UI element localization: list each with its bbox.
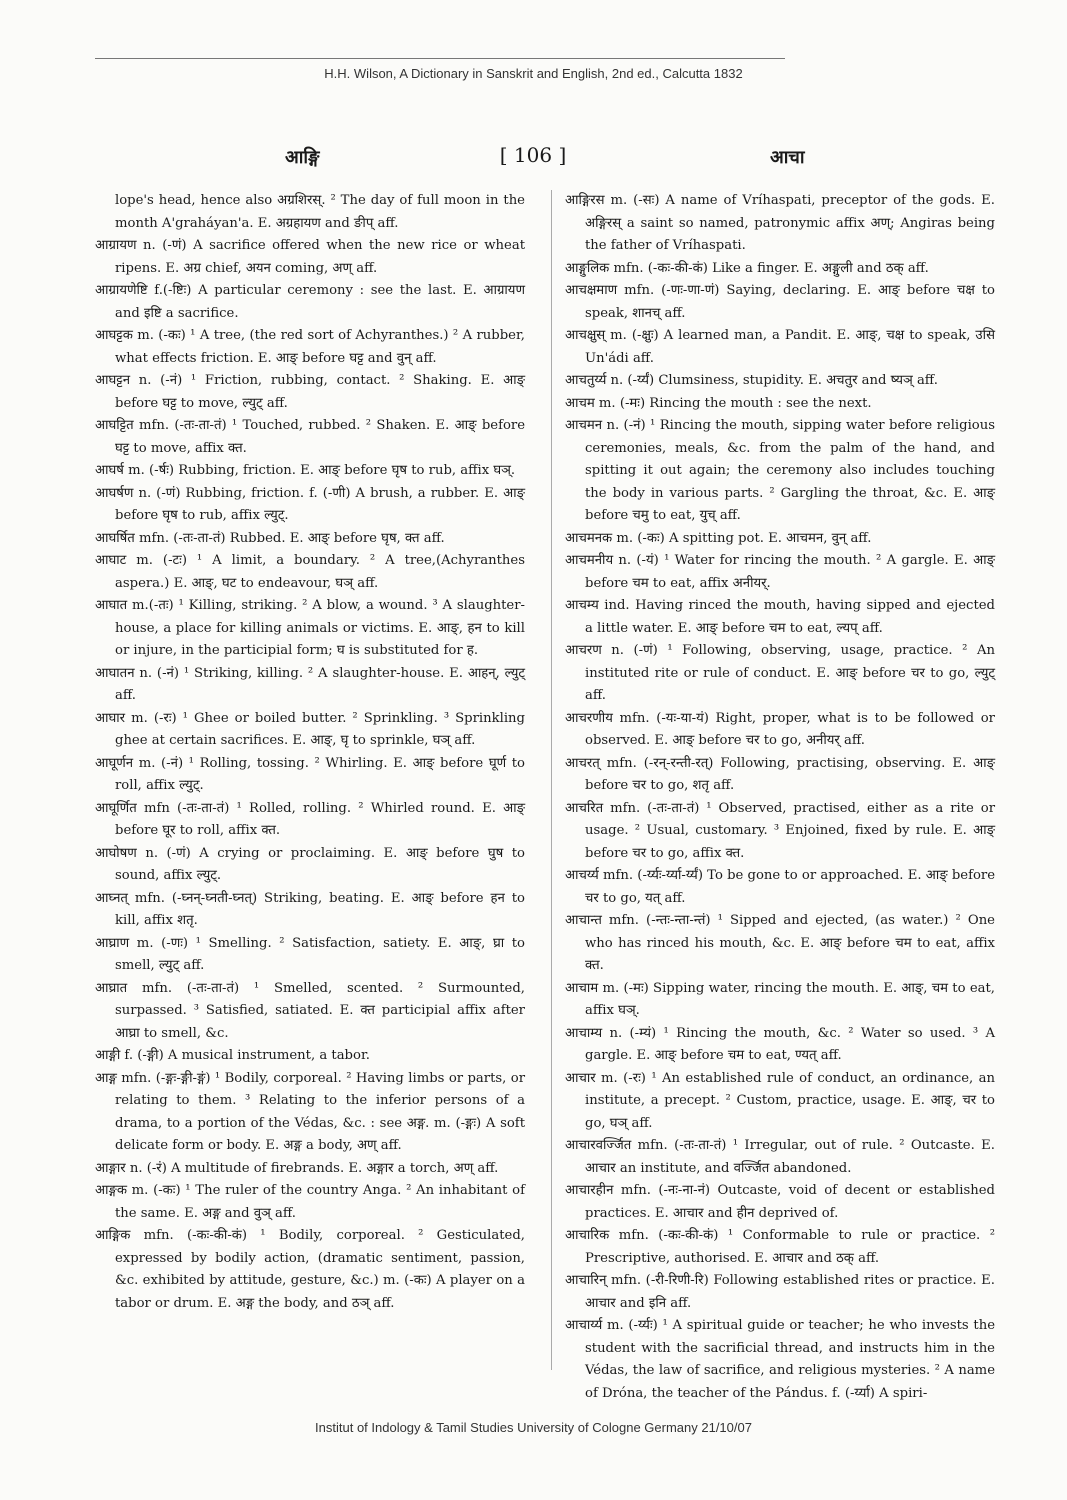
dictionary-entry: आचाम्य n. (-म्यं) ¹ Rincing the mouth, &c. ² Water so used. ³ A gargle. E. आङ् before चम to eat, ण्यत् aff. xyxy=(565,1025,995,1063)
right-column xyxy=(565,190,995,1405)
dictionary-entry: आङ्गिक mfn. (-कः-की-कं) ¹ Bodily, corporeal. ² Gesticulated, expressed by bodily action, (dramatic sentiment, passion, &c. exhibited by attitude, gesture, &c.) m. (-कः) A player on a tabor or drum. E. अङ्ग the body, and ठञ् aff. xyxy=(95,1228,525,1311)
left-column xyxy=(95,190,525,1315)
dictionary-entry: आचर्य्य mfn. (-र्य्यः-र्य्या-र्य्यं) To be gone to or approached. E. आङ् before चर to go, यत् aff. xyxy=(565,868,995,906)
dictionary-entry: आघ्राण m. (-णः) ¹ Smelling. ² Satisfaction, satiety. E. आङ्, घ्रा to smell, ल्युट् aff. xyxy=(95,935,525,973)
dictionary-entry: आघ्नत् mfn. (-घ्नन्-घ्नती-घ्नत्) Striking, beating. E. आङ् before हन to kill, affix शतृ. xyxy=(95,890,525,928)
top-rule xyxy=(95,58,785,59)
dictionary-entry: आघार m. (-रः) ¹ Ghee or boiled butter. ² Sprinkling. ³ Sprinkling ghee at certain sacrifices. E. आङ्, घृ to sprinkle, घञ् aff. xyxy=(95,710,525,748)
dictionary-entry: आघर्षण n. (-णं) Rubbing, friction. f. (-णी) A brush, a rubber. E. आङ् before घृष to rub, affix ल्युट्. xyxy=(95,485,525,523)
dictionary-entry: आचारिक mfn. (-कः-की-कं) ¹ Conformable to rule or practice. ² Prescriptive, authorised. E. आचार and ठक् aff. xyxy=(565,1228,995,1266)
dictionary-entry: आङ्गार n. (-रं) A multitude of firebrands. E. अङ्गार a torch, अण् aff. xyxy=(95,1160,499,1176)
dictionary-entry: आङ्ग mfn. (-ङ्गः-ङ्गी-ङ्गं) ¹ Bodily, corporeal. ² Having limbs or parts, or relating to them. ³ Relating to the inferior persons of a drama, to a portion of the Védas, &c. : see अङ्ग. m. (-ङ्गः) A soft delicate form or body. E. अङ्ग a body, अण् aff. xyxy=(95,1070,525,1153)
dictionary-entry: आघर्षित mfn. (-तः-ता-तं) Rubbed. E. आङ् before घृष, क्त aff. xyxy=(95,530,445,546)
dictionary-entry: आघट्टन n. (-नं) ¹ Friction, rubbing, contact. ² Shaking. E. आङ् before घट्ट to move, ल्युट् aff. xyxy=(95,373,525,411)
footer-credit: Institut of Indology & Tamil Studies University of Cologne Germany 21/10/07 xyxy=(315,1420,752,1435)
dictionary-entry: आचमन n. (-नं) ¹ Rincing the mouth, sipping water before religious ceremonies, meals, &c. from the palm of the hand, and spitting it out again; the ceremony also includes touching the body in various parts. ² Gargling the throat, &c. E. आङ् before चमु to eat, युच् aff. xyxy=(565,418,995,523)
dictionary-entry: आचमनक m. (-कः) A spitting pot. E. आचमन, वुन् aff. xyxy=(565,530,872,546)
dictionary-entry: आघात m.(-तः) ¹ Killing, striking. ² A blow, a wound. ³ A slaughter-house, a place for killing animals or victims. E. आङ्, हन to kill or injure, in the participial form; घ is substituted for ह. xyxy=(95,598,525,658)
running-head xyxy=(0,145,1067,175)
dictionary-entry: आचक्षमाण mfn. (-णः-णा-णं) Saying, declaring. E. आङ् before चक्ष to speak, शानच् aff. xyxy=(565,283,995,321)
dictionary-entry: आघातन n. (-नं) ¹ Striking, killing. ² A slaughter-house. E. आहन्, ल्युट् aff. xyxy=(95,665,525,703)
dictionary-entry: आङ्गक m. (-कः) ¹ The ruler of the country Anga. ² An inhabitant of the same. E. अङ्ग and वुञ् aff. xyxy=(95,1183,525,1221)
dictionary-entry: आचमनीय n. (-यं) ¹ Water for rincing the mouth. ² A gargle. E. आङ् before चम to eat, affix अनीयर्. xyxy=(565,553,995,591)
dictionary-entry: आघूर्णन m. (-नं) ¹ Rolling, tossing. ² Whirling. E. आङ् before घूर्ण to roll, affix ल्युट्. xyxy=(95,755,525,793)
dictionary-entry: आचारवर्ज्जित mfn. (-तः-ता-तं) ¹ Irregular, out of rule. ² Outcaste. E. आचार an institute, and वर्ज्जित abandoned. xyxy=(565,1138,995,1176)
page-number: [ 106 ] xyxy=(499,143,567,167)
dictionary-entry: आचतुर्य्य n. (-र्य्यं) Clumsiness, stupidity. E. अचतुर and ष्यञ् aff. xyxy=(565,373,938,388)
dictionary-entry: आचरत् mfn. (-रन्-रन्ती-रत्) Following, practising, observing. E. आङ् before चर to go, शतृ aff. xyxy=(565,755,995,793)
dictionary-entry: आचारिन् mfn. (-री-रिणी-रि) Following established rites or practice. E. आचार and इनि aff. xyxy=(565,1273,995,1311)
dictionary-entry: आग्रायणेष्टि f.(-ष्टिः) A particular ceremony : see the last. E. आग्रायण and इष्टि a sacrifice. xyxy=(95,283,525,321)
dictionary-entry: आघूर्णित mfn (-तः-ता-तं) ¹ Rolled, rolling. ² Whirled round. E. आङ् before घूर to roll, affix क्त. xyxy=(95,800,525,838)
dictionary-entry: आचार m. (-रः) ¹ An established rule of conduct, an ordinance, an institute, a precept. ² Custom, practice, usage. E. आङ्, चर to go, घञ् aff. xyxy=(565,1070,995,1131)
dictionary-entry: आचक्षुस् m. (-क्षुः) A learned man, a Pandit. E. आङ्, चक्ष to speak, उसि Un'ádi aff. xyxy=(565,328,995,366)
column-divider xyxy=(551,190,552,1370)
dictionary-entry: आचारहीन mfn. (-नः-ना-नं) Outcaste, void of decent or established practices. E. आचार and हीन deprived of. xyxy=(565,1183,995,1221)
dictionary-entry: आघट्टित mfn. (-तः-ता-तं) ¹ Touched, rubbed. ² Shaken. E. आङ् before घट्ट to move, affix क्त. xyxy=(95,418,525,456)
dictionary-entry: आचार्य्य m. (-र्य्यः) ¹ A spiritual guide or teacher; he who invests the student with the sacrificial thread, and instructs him in the Védas, the law of sacrifice, and religious mysteries. ² A name of Dróna, the teacher of the Pándus. f. (-र्य्या) A spiri- xyxy=(565,1318,995,1401)
dictionary-entry: आघ्रात mfn. (-तः-ता-तं) ¹ Smelled, scented. ² Surmounted, surpassed. ³ Satisfied, satiated. E. क्त participial affix after आघ्रा to smell, &c. xyxy=(95,980,525,1041)
right-headword: आचा xyxy=(770,147,805,168)
dictionary-entry: आङ्गी f. (-ङ्गी) A musical instrument, a tabor. xyxy=(95,1048,370,1063)
dictionary-entry: आचम्य ind. Having rinced the mouth, having sipped and ejected a little water. E. आङ् before चम to eat, ल्यप् aff. xyxy=(565,598,995,636)
dictionary-entry: आघर्ष m. (-र्षः) Rubbing, friction. E. आङ् before घृष to rub, affix घञ्. xyxy=(95,463,516,478)
dictionary-entry: आघट्टक m. (-कः) ¹ A tree, (the red sort of Achyranthes.) ² A rubber, what effects friction. E. आङ् before घट्ट and वुन् aff. xyxy=(95,328,525,366)
dictionary-entry: आघोषण n. (-णं) A crying or proclaiming. E. आङ् before घुष to sound, affix ल्युट्. xyxy=(95,845,525,883)
dictionary-entry: आग्रायण n. (-णं) A sacrifice offered when the new rice or wheat ripens. E. अग्र chief, अयन coming, अण् aff. xyxy=(95,238,525,276)
dictionary-entry: आचाम m. (-मः) Sipping water, rincing the mouth. E. आङ्, चम to eat, affix घञ्. xyxy=(565,980,995,1018)
source-credit: H.H. Wilson, A Dictionary in Sanskrit and English, 2nd ed., Calcutta 1832 xyxy=(324,66,743,81)
dictionary-entry: आचरणीय mfn. (-यः-या-यं) Right, proper, what is to be followed or observed. E. आङ् before चर to go, अनीयर् aff. xyxy=(565,710,995,748)
dictionary-entry: lope's head, hence also अग्रशिरस्. ² The day of full moon in the month A'graháyan'a. E. अग्रहायण and ङीप् aff. xyxy=(115,193,525,231)
left-headword: आङ्गि xyxy=(285,147,320,168)
dictionary-entry: आङ्गिरस m. (-सः) A name of Vríhaspati, preceptor of the gods. E. अङ्गिरस् a saint so named, patronymic affix अण्; Angiras being the father of Vríhaspati. xyxy=(565,193,995,253)
dictionary-entry: आचान्त mfn. (-न्तः-न्ता-न्तं) ¹ Sipped and ejected, (as water.) ² One who has rinced his mouth, &c. E. आङ् before चम to eat, affix क्त. xyxy=(565,913,995,973)
dictionary-entry: आचरित mfn. (-तः-ता-तं) ¹ Observed, practised, either as a rite or usage. ² Usual, customary. ³ Enjoined, fixed by rule. E. आङ् before चर to go, affix क्त. xyxy=(565,800,995,861)
dictionary-entry: आङ्गुलिक mfn. (-कः-की-कं) Like a finger. E. अङ्गुली and ठक् aff. xyxy=(565,260,929,276)
dictionary-entry: आचरण n. (-णं) ¹ Following, observing, usage, practice. ² An instituted rite or rule of conduct. E. आङ् before चर to go, ल्युट् aff. xyxy=(565,643,995,703)
dictionary-entry: आघाट m. (-टः) ¹ A limit, a boundary. ² A tree,(Achyranthes aspera.) E. आङ्, घट to endeavour, घञ् aff. xyxy=(95,553,525,591)
dictionary-entry: आचम m. (-मः) Rincing the mouth : see the next. xyxy=(565,395,872,411)
